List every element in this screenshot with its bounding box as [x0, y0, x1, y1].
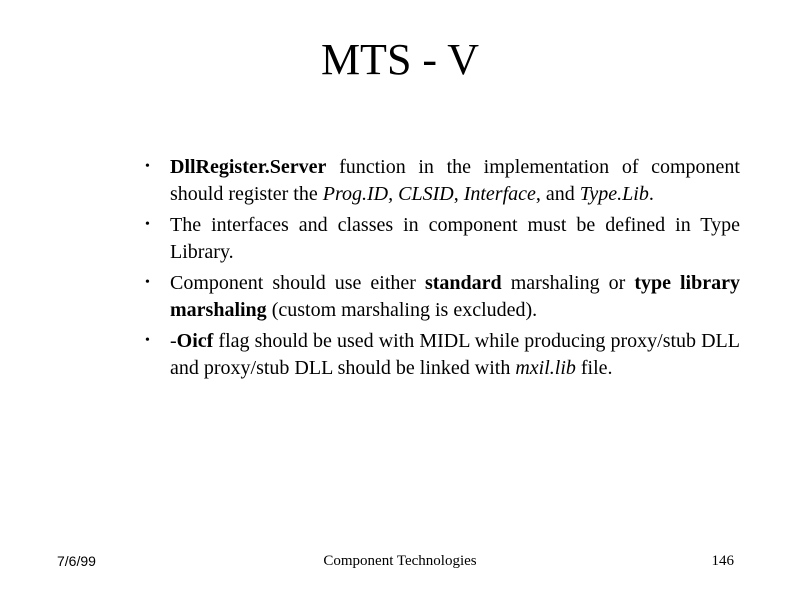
- bullet-text: Component should use either: [170, 272, 425, 294]
- function-name: DllRegister.Server: [170, 156, 327, 178]
- bullet-item: [145, 328, 740, 381]
- emphasis-text: Type.Lib: [579, 182, 649, 205]
- footer-title: Component Technologies: [323, 553, 477, 569]
- bullet-text: file.: [575, 356, 613, 379]
- bullet-item: [145, 154, 740, 207]
- bullet-marker: •: [145, 159, 150, 174]
- bullet-text: function in the implementation of component should register the: [170, 156, 740, 205]
- bullet-text: The interfaces and classes in component must be defined in Type Library.: [170, 214, 740, 263]
- bullet-text: .: [648, 182, 654, 205]
- bullet-text: , and: [535, 182, 580, 205]
- emphasis-text: Oicf: [176, 330, 214, 352]
- bullet-list: [145, 154, 740, 386]
- emphasis-text: standard: [424, 272, 502, 294]
- emphasis-text: Interface: [463, 182, 536, 205]
- bullet-marker: •: [145, 333, 150, 348]
- bullet-marker: •: [145, 217, 150, 232]
- bullet-text: flag should be used with MIDL while producing proxy/stub DLL and proxy/stub DLL should be linked with: [170, 330, 740, 379]
- bullet-item: [145, 212, 740, 265]
- bullet-text: marshaling or: [501, 272, 635, 294]
- bullet-item: [145, 270, 740, 323]
- emphasis-text: Prog.ID,: [322, 182, 394, 205]
- emphasis-text: CLSID: [398, 182, 454, 205]
- bullet-text: (custom marshaling is excluded).: [266, 298, 538, 321]
- bullet-marker: •: [145, 275, 150, 290]
- footer-date: 7/6/99: [57, 553, 96, 569]
- slide-title: MTS - V: [320, 35, 480, 84]
- emphasis-text: mxil.lib: [515, 356, 576, 379]
- emphasis-text: type library marshaling: [170, 272, 740, 321]
- bullet-text: -: [170, 330, 177, 352]
- page-number: 146: [711, 553, 734, 569]
- bullet-text: ,: [453, 182, 464, 205]
